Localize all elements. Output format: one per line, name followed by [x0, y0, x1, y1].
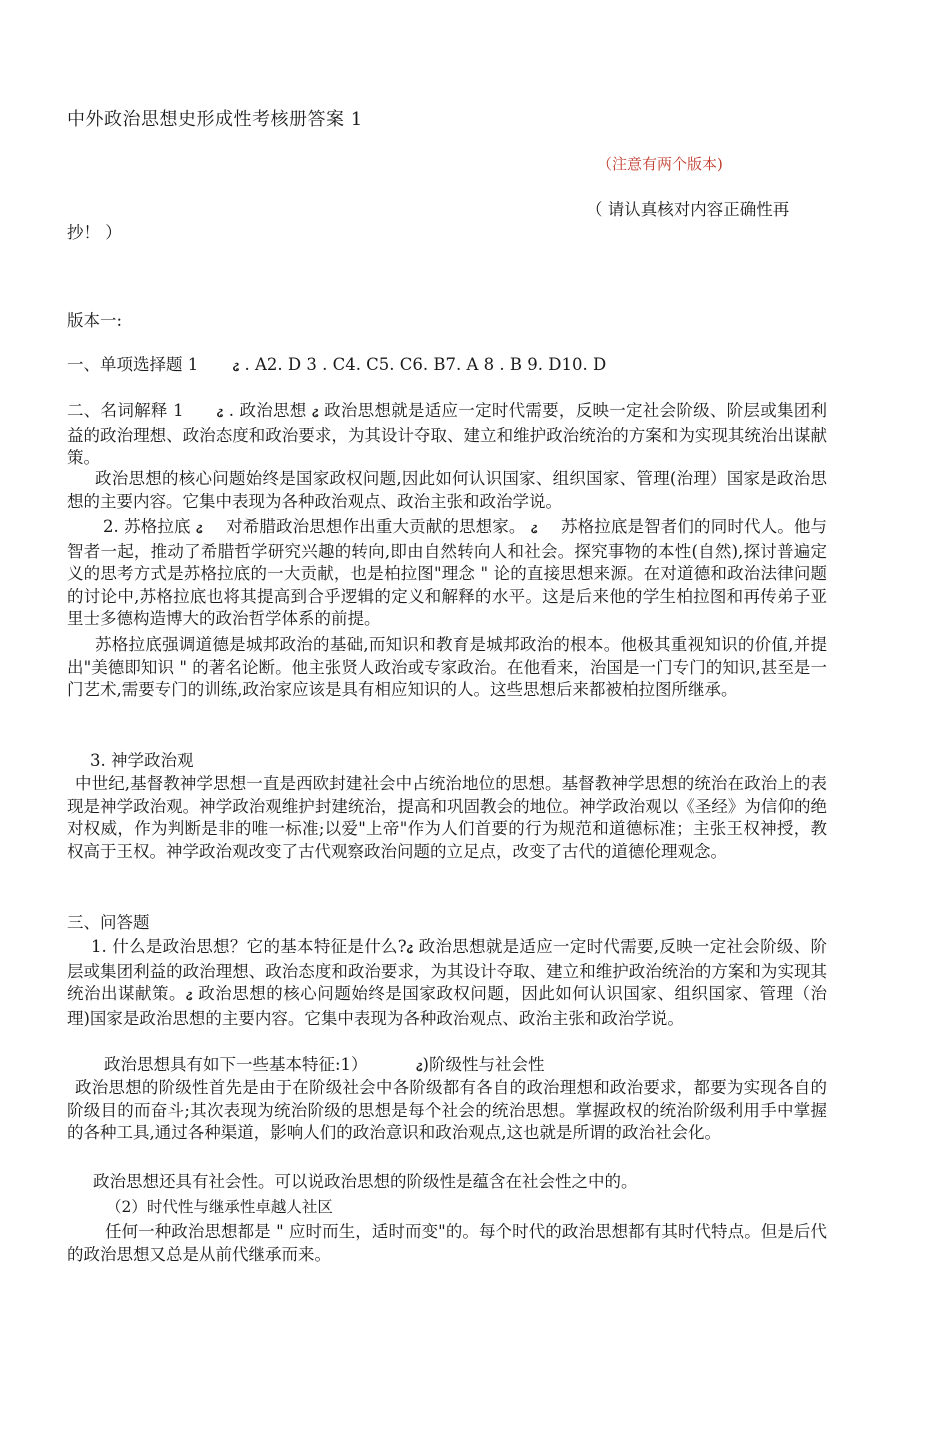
term3-label: 3. 神学政治观	[90, 751, 194, 770]
q1-answer-a: 政治思想就是适应一定时代需要,反映一定社会阶级、阶层或集团利益的政治理想、政治态度和政治要求，为其设计夺取、建立和维护政治统治的方案和为实现其统治出谋献策。	[67, 937, 827, 1003]
feature1-paragraph-2: 政治思想还具有社会性。可以说政治思想的阶级性是蕴含在社会性之中的。	[93, 1172, 638, 1191]
marker-icon: ઢ	[232, 360, 240, 375]
q1-paragraph	[67, 936, 827, 1030]
term3-paragraph: 中世纪,基督教神学思想一直是西欧封建社会中占统治地位的思想。基督教神学思想的统治在政治上的表现是神学政治观。神学政治观维护封建统治，提高和巩固教会的地位。神学政治观以《圣经》为信仰的绝对权威，作为判断是非的唯一标准;以爱"上帝"作为人们首要的行为规范和道德标准；主张王权神授，教权高于王权。神学政治观改变了古代观察政治问题的立足点，改变了古代的道德伦理观念。	[67, 774, 827, 861]
q1-answer-b: 政治思想的核心问题始终是国家政权问题，因此如何认识国家、组织国家、管理（治理)国家是政治思想的主要内容。它集中表现为各种政治观点、政治主张和政治学说。	[67, 984, 827, 1028]
section1-answers: . A2. D 3 . C4. C5. C6. B7. A 8 . B 9. D10. D	[244, 355, 607, 374]
term2-text-2: 苏格拉底是智者们的同时代人。他与智者一起，推动了希腊哲学研究兴趣的转向,即由自然转向人和社会。探究事物的本性(自然),探讨普遍定义的思考方式是苏格拉底的一大贡献，也是柏拉图"理念 " 论的直接思想来源。在对道德和政治法律问题的讨论中,苏格拉底也将其提高到合乎逻辑的定义和解释的水平。这是后来他的学生柏拉图和再传弟子亚里士多德构造博大的政治哲学体系的前提。	[67, 517, 828, 628]
version-label: 版本一:	[67, 311, 123, 330]
term2-paragraph-2: 苏格拉底强调道德是城邦政治的基础,而知识和教育是城邦政治的根本。他极其重视知识的价值,并提出"美德即知识 " 的著名论断。他主张贤人政治或专家政治。在他看来，治国是一门专门的知识,甚至是一门艺术,需要专门的训练,政治家应该是具有相应知识的人。这些思想后来都被柏拉图所继承。	[67, 635, 827, 699]
term1-definition: 政治思想就是适应一定时代需要，反映一定社会阶级、阶层或集团利益的政治理想、政治态度和政治要求，为其设计夺取、建立和维护政治统治的方案和为实现其统治出谋献策。	[67, 401, 828, 467]
marker-icon: ઢ	[312, 406, 319, 421]
features-intro: 政治思想具有如下一些基本特征:1）	[104, 1055, 368, 1074]
check-note-line-1: （ 请认真核对内容正确性再	[586, 200, 790, 219]
section3-heading: 三、问答题	[67, 913, 150, 932]
marker-icon: ઢ	[530, 522, 538, 537]
term2-paragraph	[67, 516, 827, 631]
marker-icon: ઢ	[196, 522, 203, 537]
q1-question: 1. 什么是政治思想？它的基本特征是什么?	[91, 937, 407, 956]
marker-icon: ઢ	[216, 406, 224, 421]
term1-paragraph-2: 政治思想的核心问题始终是国家政权问题,因此如何认识国家、组织国家、管理(治理）国家是政治思想的主要内容。它集中表现为各种政治观点、政治主张和政治学说。	[67, 469, 827, 511]
features-line	[104, 1054, 544, 1079]
term1-paragraph	[67, 400, 827, 470]
section1-line	[67, 354, 606, 379]
check-note-line-2: 抄！ ）	[67, 223, 122, 242]
document-title: 中外政治思想史形成性考核册答案 1	[67, 109, 363, 130]
marker-icon: ઢ	[186, 989, 193, 1004]
term1-label: . 政治思想	[228, 401, 307, 420]
marker-icon: ઢ	[416, 1060, 423, 1075]
versions-note: （注意有两个版本)	[597, 155, 723, 173]
section2-heading: 二、名词解释 1	[67, 401, 184, 420]
marker-icon: ઢ	[406, 942, 414, 957]
feature1-paragraph: 政治思想的阶级性首先是由于在阶级社会中各阶级都有各自的政治理想和政治要求，都要为实现各自的阶级目的而奋斗;其次表现为统治阶级的思想是每个社会的统治思想。掌握政权的统治阶级利用手中掌握的各种工具,通过各种渠道，影响人们的政治意识和政治观点,这也就是所谓的政治社会化。	[67, 1078, 827, 1142]
section1-heading: 一、单项选择题 1	[67, 355, 199, 374]
feature1-label: )阶级性与社会性	[422, 1055, 545, 1074]
feature2-label: （2）时代性与继承性卓越人社区	[106, 1198, 333, 1216]
term2-text-1: 对希腊政治思想作出重大贡献的思想家。	[225, 517, 526, 536]
term2-label: 2. 苏格拉底	[103, 517, 191, 536]
feature2-paragraph: 任何一种政治思想都是 " 应时而生，适时而变"的。每个时代的政治思想都有其时代特点。但是后代的政治思想又总是从前代继承而来。	[67, 1222, 827, 1264]
